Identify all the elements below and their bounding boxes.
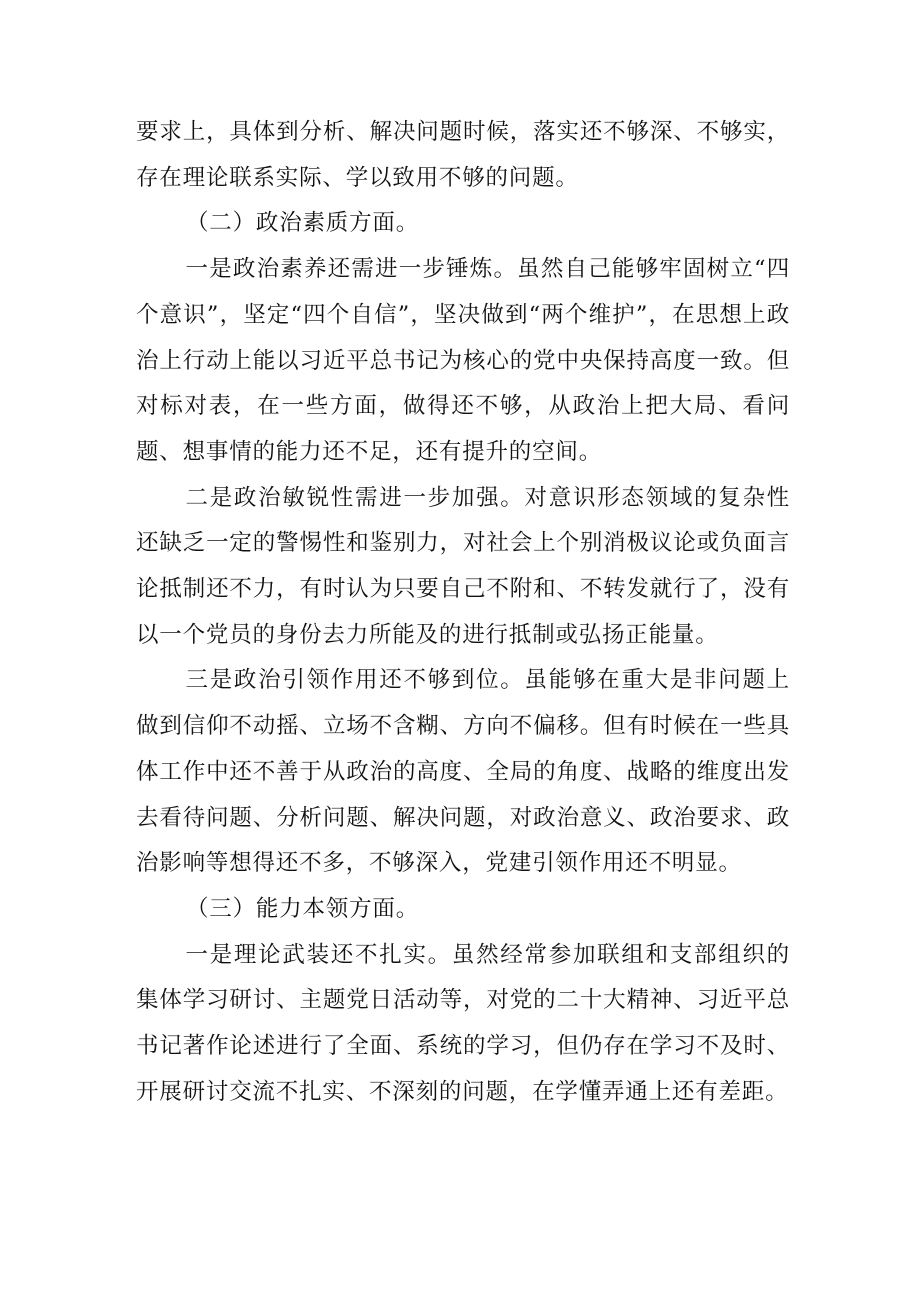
document-body [136,110,790,1115]
paragraph-political-leadership: 三是政治引领作用还不够到位。虽能够在重大是非问题上做到信仰不动摇、立场不含糊、方向不偏移。但有时候在一些具体工作中还不善于从政治的高度、全局的角度、战略的维度出发去看待问题、分析问题、解决问题，对政治意义、政治要求、政治影响等想得还不多，不够深入，党建引领作用还不明显。 [136,667,790,877]
paragraph-theory-study: 一是理论武装还不扎实。虽然经常参加联组和支部组织的集体学习研讨、主题党日活动等，对党的二十大精神、习近平总书记著作论述进行了全面、系统的学习，但仍存在学习不及时、开展研讨交流不扎实、不深刻的问题，在学懂弄通上还有差距。 [136,941,790,1105]
paragraph-political-sensitivity: 二是政治敏锐性需进一步加强。对意识形态领域的复杂性还缺乏一定的警惕性和鉴别力，对社会上个别消极议论或负面言论抵制还不力，有时认为只要自己不附和、不转发就行了，没有以一个党员的身份去力所能及的进行抵制或弘扬正能量。 [136,484,790,648]
paragraph-political-literacy: 一是政治素养还需进一步锤炼。虽然自己能够牢固树立“四个意识”，坚定“四个自信”，坚决做到“两个维护”，在思想上政治上行动上能以习近平总书记为核心的党中央保持高度一致。但对标对表，在一些方面，做得还不够，从政治上把大局、看问题、想事情的能力还不足，还有提升的空间。 [136,256,790,465]
paragraph-continuation: 要求上，具体到分析、解决问题时候，落实还不够深、不够实，存在理论联系实际、学以致用不够的问题。 [136,119,790,191]
section-heading-political-quality: （二）政治素质方面。 [186,210,420,237]
section-heading-ability: （三）能力本领方面。 [186,895,420,922]
